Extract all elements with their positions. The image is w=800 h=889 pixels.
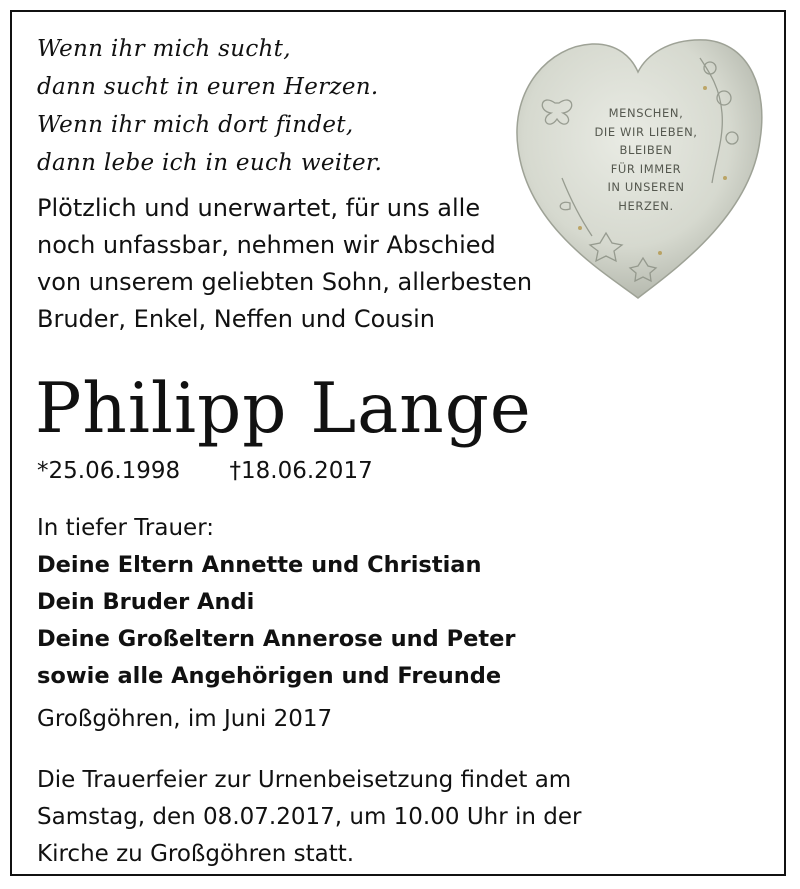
intro-line: von unserem geliebten Sohn, allerbesten [37,268,533,296]
service-line: Samstag, den 08.07.2017, um 10.00 Uhr in der [37,804,582,830]
service-info [37,762,581,873]
heart-inscription-line: HERZEN. [618,198,674,213]
heart-inscription [584,104,708,215]
death-date: †18.06.2017 [229,458,373,484]
mourner-line: Dein Bruder Andi [37,589,255,615]
intro-line: noch unfassbar, nehmen wir Abschied [37,231,496,259]
service-line: Die Trauerfeier zur Urnenbeisetzung findet am [37,767,572,793]
heart-inscription-line: FÜR IMMER [610,161,682,176]
poem [37,30,382,182]
poem-line: Wenn ihr mich dort findet, [37,112,354,138]
mourner-line: Deine Großeltern Annerose und Peter [37,626,516,652]
heart-inscription-line: DIE WIR LIEBEN, [594,124,698,139]
deceased-name: Philipp Lange [35,369,532,449]
birth-date: *25.06.1998 [37,458,181,484]
intro-line: Plötzlich und unerwartet, für uns alle [37,194,481,222]
mourner-line: Deine Eltern Annette und Christian [37,552,482,578]
heart-inscription-line: BLEIBEN [619,143,673,157]
service-line: Kirche zu Großgöhren statt. [37,841,355,867]
intro-line: Bruder, Enkel, Neffen und Cousin [37,305,435,333]
heart-inscription-line: IN UNSEREN [607,180,685,194]
poem-line: dann sucht in euren Herzen. [37,74,379,100]
heart-inscription-line: MENSCHEN, [608,106,684,120]
mourners-label: In tiefer Trauer: [37,515,214,541]
mourners-section [37,510,516,695]
mourner-line: sowie alle Angehörigen und Freunde [37,663,502,689]
poem-line: dann lebe ich in euch weiter. [37,150,383,176]
place-date: Großgöhren, im Juni 2017 [37,706,333,732]
poem-line: Wenn ihr mich sucht, [37,36,291,62]
life-dates [37,456,373,486]
intro-text [37,190,532,338]
